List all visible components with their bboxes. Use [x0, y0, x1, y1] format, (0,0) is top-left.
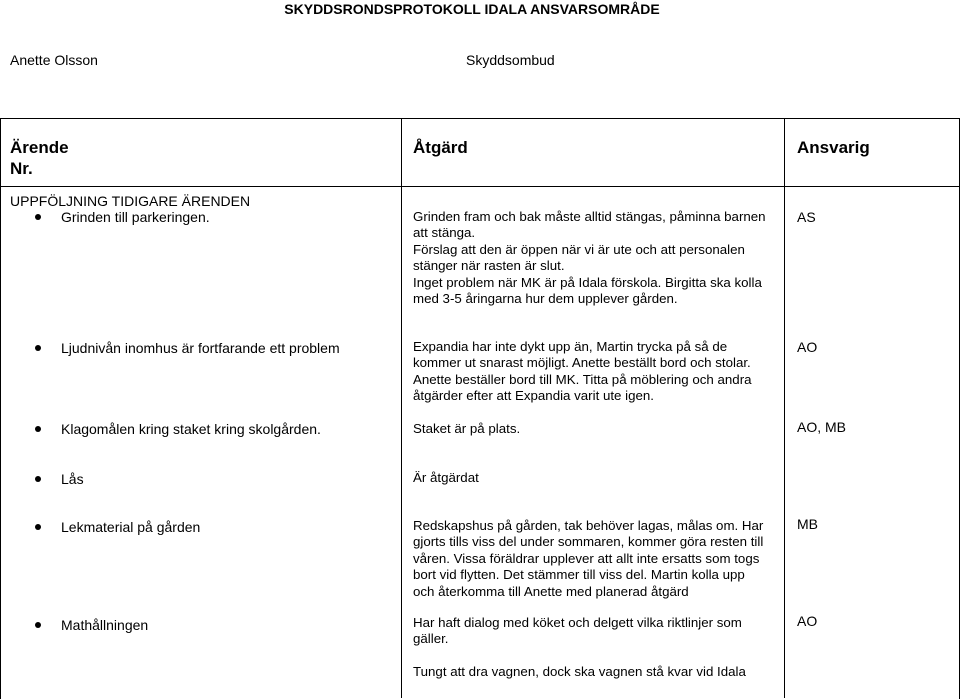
responsible-text: AS [797, 209, 816, 225]
responsible-text: MB [797, 516, 818, 532]
responsible-text: AO [797, 339, 818, 355]
header-action: Åtgärd [413, 138, 468, 157]
bullet-icon [35, 622, 41, 628]
header-issue: Ärende [10, 138, 69, 157]
header-divider [0, 186, 959, 187]
column-divider [784, 118, 785, 698]
author-role: Skyddsombud [466, 52, 555, 68]
action-text: Staket är på plats. [413, 421, 521, 436]
issue-text: Lås [61, 471, 84, 487]
section-heading: UPPFÖLJNING TIDIGARE ÄRENDEN [10, 193, 251, 209]
issue-text: Grinden till parkeringen. [61, 209, 210, 225]
responsible-text: AO [797, 613, 818, 629]
responsible-text: AO, MB [797, 419, 847, 435]
bullet-icon [35, 345, 41, 351]
action-text: Har haft dialog med köket och delgett vilka riktlinjer som gäller. Tungt att dra vagnen, dock ska vagnen stå kvar vid Idala [413, 615, 746, 680]
header-issue-nr: Nr. [10, 159, 33, 178]
bullet-icon [35, 426, 41, 432]
issue-text: Klagomålen kring staket kring skolgården. [61, 421, 321, 437]
action-text: Expandia har inte dykt upp än, Martin trycka på så de kommer ut snarast möjligt. Anette beställt bord och stolar. Anette beställer bord till MK. Titta på möblering och andra åtgärder efter att Expandia varit ute igen. [413, 339, 752, 404]
header-responsible: Ansvarig [797, 138, 870, 157]
issue-text: Ljudnivån inomhus är fortfarande ett problem [61, 340, 340, 356]
action-text: Är åtgärdat [413, 470, 479, 485]
issue-text: Lekmaterial på gården [61, 519, 201, 535]
document-title: SKYDDSRONDSPROTOKOLL IDALA ANSVARSOMRÅDE [284, 1, 660, 17]
bullet-icon [35, 476, 41, 482]
issue-text: Mathållningen [61, 617, 149, 633]
author-name: Anette Olsson [10, 52, 98, 68]
bullet-icon [35, 214, 41, 220]
action-text: Grinden fram och bak måste alltid stängas, påminna barnen att stänga. Förslag att den är öppen när vi är ute och att personalen stänger när rasten är slut. Inget problem när MK är på Idala förskola. Birgitta ska kolla med 3-5 åringarna hur dem upplever gården. [413, 209, 766, 307]
bullet-icon [35, 524, 41, 530]
column-divider [401, 118, 402, 698]
action-text: Redskapshus på gården, tak behöver lagas, målas om. Har gjorts tills viss del under sommaren, kommer göra resten till våren. Vissa föräldrar upplever att allt inte ersatts som togs bort vid flytten. Det stämmer till viss del. Martin kolla upp och återkomma till Anette med planerad åtgärd [413, 518, 764, 599]
